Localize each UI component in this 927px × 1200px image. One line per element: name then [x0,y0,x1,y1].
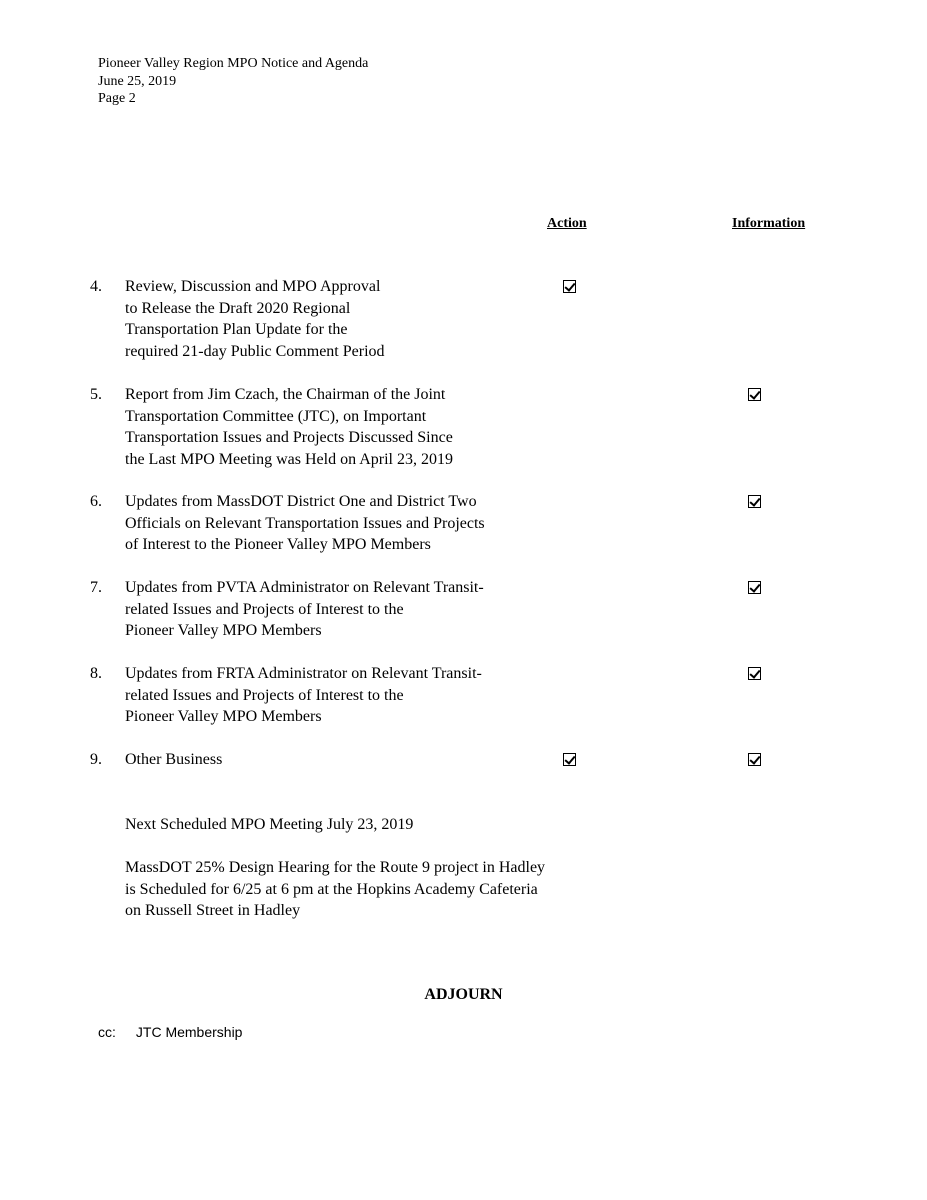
cc-label: cc: [98,1024,116,1040]
adjourn-heading: ADJOURN [424,986,503,1003]
agenda-item-line: Officials on Relevant Transportation Issues and Projects [125,514,485,532]
agenda-item-line: Pioneer Valley MPO Members [125,708,322,725]
agenda-item-line: Transportation Committee (JTC), on Important [125,407,427,425]
agenda-item-text [125,577,555,642]
information-column-header: Information [732,216,806,231]
agenda-item-number: 9. [90,751,102,768]
agenda-item-line: Other Business [125,751,223,768]
information-checkbox-icon [748,581,761,594]
hearing-line: is Scheduled for 6/25 at 6 pm at the Hopkins Academy Cafeteria [125,880,538,898]
agenda-item-line: Updates from FRTA Administrator on Relevant Transit- [125,665,482,682]
agenda-item-line: related Issues and Projects of Interest to the [125,600,404,618]
agenda-item-text [125,276,555,362]
cc-line [98,1024,242,1040]
agenda-item-number: 6. [90,493,102,510]
agenda-item-line: Review, Discussion and MPO Approval [125,278,381,295]
agenda-item-number: 8. [90,665,102,682]
hearing-line: on Russell Street in Hadley [125,902,301,919]
agenda-item-text [125,384,555,470]
document-header [98,55,368,108]
hearing-line: MassDOT 25% Design Hearing for the Route 9 project in Hadley [125,859,546,876]
agenda-item-text [125,663,555,728]
action-column-header: Action [547,216,587,231]
header-date: June 25, 2019 [98,73,177,89]
cc-recipient: JTC Membership [135,1024,243,1040]
design-hearing-note [125,857,545,922]
agenda-item-line: required 21-day Public Comment Period [125,342,385,360]
agenda-item-line: Transportation Issues and Projects Discussed Since [125,429,453,446]
action-checkbox-icon [563,280,576,293]
header-title: Pioneer Valley Region MPO Notice and Agenda [98,56,369,71]
next-meeting-note [125,814,413,836]
agenda-item-line: related Issues and Projects of Interest to the [125,686,404,704]
information-checkbox-icon [748,667,761,680]
header-page-number: Page 2 [98,91,136,106]
agenda-item-line: Transportation Plan Update for the [125,321,348,338]
information-checkbox-icon [748,388,761,401]
agenda-item-line: to Release the Draft 2020 Regional [125,299,351,317]
agenda-item-line: the Last MPO Meeting was Held on April 23, 2019 [125,450,453,468]
information-checkbox-icon [748,753,761,766]
agenda-item-text [125,491,555,556]
agenda-item-line: Pioneer Valley MPO Members [125,622,322,639]
action-checkbox-icon [563,753,576,766]
agenda-item-number: 4. [90,278,102,295]
agenda-item-line: Report from Jim Czach, the Chairman of the Joint [125,386,446,403]
next-meeting-text: Next Scheduled MPO Meeting July 23, 2019 [125,816,414,833]
agenda-item-line: of Interest to the Pioneer Valley MPO Members [125,536,431,553]
agenda-item-text [125,749,555,771]
agenda-item-number: 5. [90,386,102,403]
agenda-item-line: Updates from PVTA Administrator on Relevant Transit- [125,579,484,596]
agenda-item-line: Updates from MassDOT District One and District Two [125,493,477,510]
agenda-item-number: 7. [90,579,102,596]
information-checkbox-icon [748,495,761,508]
